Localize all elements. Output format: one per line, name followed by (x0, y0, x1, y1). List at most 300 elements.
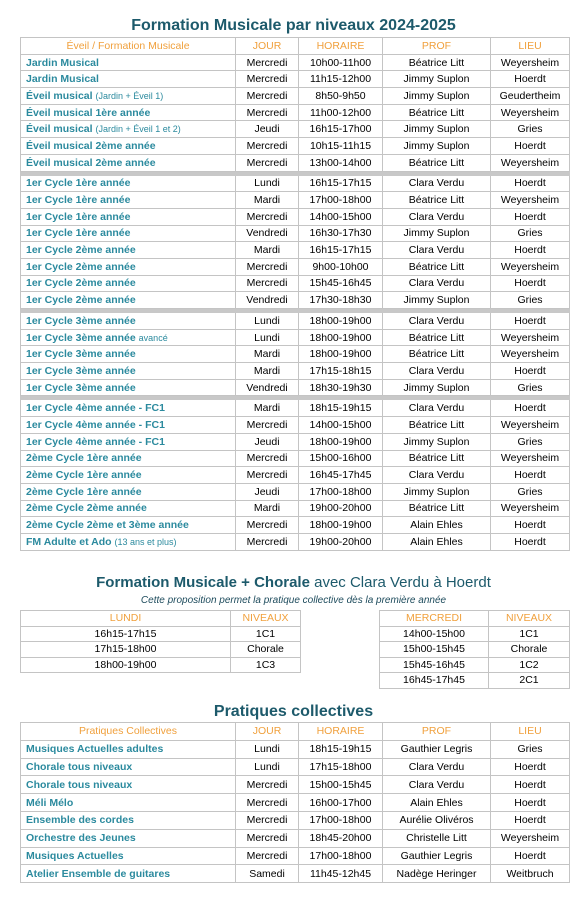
activity-day: Samedi (236, 865, 299, 883)
course-place: Hoerdt (491, 242, 570, 259)
course-time: 16h30-17h30 (299, 225, 383, 242)
chorale-lundi-table (20, 610, 301, 673)
activity-place: Weyersheim (491, 829, 570, 847)
course-place: Hoerdt (491, 467, 570, 484)
course-place: Weyersheim (491, 258, 570, 275)
course-place: Weyersheim (491, 54, 570, 71)
activity-day: Mercredi (236, 847, 299, 865)
course-day: Mercredi (236, 517, 299, 534)
course-time: 10h00-11h00 (299, 54, 383, 71)
activity-time: 16h00-17h00 (299, 794, 383, 812)
course-prof: Jimmy Suplon (383, 379, 491, 396)
activity-day: Mercredi (236, 794, 299, 812)
course-time: 16h15-17h15 (299, 242, 383, 259)
course-place: Geudertheim (491, 88, 570, 105)
course-name-text: 1er Cycle 2ème année (26, 294, 136, 307)
course-name (21, 292, 236, 309)
course-name-text: 1er Cycle 2ème année (26, 244, 136, 257)
course-day: Mardi (236, 242, 299, 259)
table-row (21, 88, 570, 105)
course-prof: Clara Verdu (383, 467, 491, 484)
course-day: Mercredi (236, 71, 299, 88)
activity-name: Atelier Ensemble de guitares (21, 865, 236, 883)
activity-name: Chorale tous niveaux (21, 758, 236, 776)
activity-time: 17h00-18h00 (299, 811, 383, 829)
course-prof: Béatrice Litt (383, 417, 491, 434)
course-name-text: Éveil musical 2ème année (26, 156, 156, 169)
course-prof: Jimmy Suplon (383, 433, 491, 450)
course-time: 16h15-17h00 (299, 121, 383, 138)
course-name-text: Jardin Musical (26, 56, 99, 69)
course-place: Hoerdt (491, 517, 570, 534)
course-name (21, 225, 236, 242)
course-place: Gries (491, 225, 570, 242)
table-row (21, 657, 301, 673)
table-row (21, 313, 570, 330)
course-prof: Béatrice Litt (383, 192, 491, 209)
activity-prof: Clara Verdu (383, 776, 491, 794)
course-time: 8h50-9h50 (299, 88, 383, 105)
col-header-lieu: LIEU (491, 723, 570, 741)
course-name (21, 192, 236, 209)
col-header-prof: PROF (383, 723, 491, 741)
table-row (21, 483, 570, 500)
table-row (21, 467, 570, 484)
course-prof: Jimmy Suplon (383, 121, 491, 138)
activity-place: Hoerdt (491, 776, 570, 794)
course-day: Mercredi (236, 88, 299, 105)
table-row (21, 517, 570, 534)
course-place: Weyersheim (491, 329, 570, 346)
course-place: Weyersheim (491, 417, 570, 434)
course-place: Hoerdt (491, 175, 570, 192)
slot-time: 15h00-15h45 (380, 642, 489, 658)
course-prof: Béatrice Litt (383, 154, 491, 171)
course-name-text: 2ème Cycle 2ème et 3ème année (26, 519, 189, 532)
course-name (21, 400, 236, 417)
course-name-text: Éveil musical (26, 89, 93, 102)
activity-day: Mercredi (236, 776, 299, 794)
col-header-jour: JOUR (236, 38, 299, 55)
activity-day: Lundi (236, 758, 299, 776)
course-name-text: 1er Cycle 3ème année (26, 364, 136, 377)
course-prof: Béatrice Litt (383, 54, 491, 71)
slot-time: 15h45-16h45 (380, 657, 489, 673)
col-header-name: Éveil / Formation Musicale (21, 38, 236, 55)
course-place: Weyersheim (491, 450, 570, 467)
course-day: Vendredi (236, 292, 299, 309)
course-name-text: 1er Cycle 1ère année (26, 227, 131, 240)
table-row (21, 54, 570, 71)
table-row (21, 847, 570, 865)
chorale-title (0, 574, 587, 591)
header-row (21, 723, 570, 741)
course-name (21, 88, 236, 105)
course-time: 16h15-17h15 (299, 175, 383, 192)
activity-name: Musiques Actuelles adultes (21, 740, 236, 758)
table-row (21, 379, 570, 396)
course-name-text: 2ème Cycle 2ème année (26, 502, 147, 515)
course-place: Weyersheim (491, 104, 570, 121)
course-time: 17h00-18h00 (299, 192, 383, 209)
col-header-horaire: HORAIRE (299, 38, 383, 55)
course-day: Mercredi (236, 417, 299, 434)
course-name (21, 313, 236, 330)
course-day: Vendredi (236, 225, 299, 242)
course-name-text: 1er Cycle 4ème année - FC1 (26, 435, 165, 448)
course-time: 9h00-10h00 (299, 258, 383, 275)
course-place: Hoerdt (491, 138, 570, 155)
course-name-text: Éveil musical (26, 123, 93, 136)
course-time: 14h00-15h00 (299, 417, 383, 434)
activity-prof: Christelle Litt (383, 829, 491, 847)
table-row (21, 192, 570, 209)
course-name (21, 450, 236, 467)
course-prof: Jimmy Suplon (383, 225, 491, 242)
course-name (21, 242, 236, 259)
course-name-text: FM Adulte et Ado (26, 535, 112, 548)
table-row (21, 433, 570, 450)
course-note: (Jardin + Éveil 1 et 2) (95, 124, 181, 135)
table-row (21, 104, 570, 121)
activity-place: Gries (491, 740, 570, 758)
course-name (21, 104, 236, 121)
slot-time: 16h45-17h45 (380, 673, 489, 689)
table-row (21, 626, 301, 642)
course-time: 13h00-14h00 (299, 154, 383, 171)
course-name-text: 1er Cycle 4ème année - FC1 (26, 418, 165, 431)
course-prof: Clara Verdu (383, 242, 491, 259)
table-row (21, 450, 570, 467)
course-prof: Jimmy Suplon (383, 138, 491, 155)
course-day: Jeudi (236, 121, 299, 138)
course-prof: Béatrice Litt (383, 104, 491, 121)
col-header-name: Pratiques Collectives (21, 723, 236, 741)
course-name-text: 1er Cycle 1ère année (26, 177, 131, 190)
course-name (21, 363, 236, 380)
activity-prof: Aurélie Olivéros (383, 811, 491, 829)
table-row (21, 275, 570, 292)
course-prof: Béatrice Litt (383, 450, 491, 467)
course-place: Hoerdt (491, 275, 570, 292)
course-time: 18h00-19h00 (299, 517, 383, 534)
course-prof: Jimmy Suplon (383, 483, 491, 500)
table-row (380, 642, 570, 658)
course-day: Lundi (236, 313, 299, 330)
course-time: 18h00-19h00 (299, 433, 383, 450)
course-day: Mercredi (236, 275, 299, 292)
course-prof: Alain Ehles (383, 517, 491, 534)
course-place: Weyersheim (491, 192, 570, 209)
course-day: Mercredi (236, 450, 299, 467)
course-name-text: 1er Cycle 1ère année (26, 210, 131, 223)
course-day: Mercredi (236, 54, 299, 71)
course-name-text: Éveil musical 1ère année (26, 106, 151, 119)
course-place: Hoerdt (491, 313, 570, 330)
table-row (21, 154, 570, 171)
activity-place: Weitbruch (491, 865, 570, 883)
course-prof: Jimmy Suplon (383, 88, 491, 105)
course-name (21, 483, 236, 500)
course-day: Lundi (236, 175, 299, 192)
course-place: Weyersheim (491, 346, 570, 363)
course-time: 18h30-19h30 (299, 379, 383, 396)
course-name-text: Éveil musical 2ème année (26, 139, 156, 152)
course-day: Mercredi (236, 154, 299, 171)
activity-name: Méli Mélo (21, 794, 236, 812)
activity-time: 18h15-19h15 (299, 740, 383, 758)
course-time: 18h00-19h00 (299, 329, 383, 346)
course-prof: Clara Verdu (383, 275, 491, 292)
table-row (21, 829, 570, 847)
course-day: Mercredi (236, 258, 299, 275)
table-row (21, 175, 570, 192)
level-schedule-table (20, 37, 570, 551)
activity-place: Hoerdt (491, 811, 570, 829)
activity-place: Hoerdt (491, 794, 570, 812)
course-prof: Alain Ehles (383, 533, 491, 550)
table-row (21, 363, 570, 380)
mercredi-header-time: MERCREDI (380, 611, 489, 627)
course-name (21, 346, 236, 363)
course-time: 15h00-16h00 (299, 450, 383, 467)
course-place: Hoerdt (491, 71, 570, 88)
table-row (21, 500, 570, 517)
course-prof: Béatrice Litt (383, 346, 491, 363)
table-row (21, 758, 570, 776)
course-prof: Clara Verdu (383, 363, 491, 380)
table-row (21, 138, 570, 155)
table-row (21, 811, 570, 829)
table-row (21, 292, 570, 309)
main-title: Formation Musicale par niveaux 2024-2025 (131, 17, 456, 34)
col-header-prof: PROF (383, 38, 491, 55)
activity-day: Mercredi (236, 811, 299, 829)
course-name (21, 275, 236, 292)
course-name (21, 500, 236, 517)
col-header-horaire: HORAIRE (299, 723, 383, 741)
course-place: Gries (491, 121, 570, 138)
course-name (21, 175, 236, 192)
table-row (21, 776, 570, 794)
course-time: 14h00-15h00 (299, 208, 383, 225)
activity-time: 18h45-20h00 (299, 829, 383, 847)
slot-level: Chorale (489, 642, 570, 658)
activity-prof: Alain Ehles (383, 794, 491, 812)
course-name (21, 138, 236, 155)
course-day: Mercredi (236, 104, 299, 121)
course-name (21, 379, 236, 396)
header-row (21, 611, 301, 627)
course-day: Mardi (236, 500, 299, 517)
course-name-text: 1er Cycle 3ème année (26, 381, 136, 394)
course-name-text: 1er Cycle 1ère année (26, 194, 131, 207)
mercredi-header-level: NIVEAUX (489, 611, 570, 627)
course-name-text: Jardin Musical (26, 73, 99, 86)
course-place: Weyersheim (491, 500, 570, 517)
course-place: Hoerdt (491, 363, 570, 380)
activity-name: Musiques Actuelles (21, 847, 236, 865)
slot-time: 16h15-17h15 (21, 626, 231, 642)
course-name-text: 2ème Cycle 1ère année (26, 485, 142, 498)
course-note: (Jardin + Éveil 1) (95, 90, 164, 101)
course-day: Mercredi (236, 138, 299, 155)
activity-prof: Nadège Heringer (383, 865, 491, 883)
course-prof: Jimmy Suplon (383, 71, 491, 88)
course-name-text: 1er Cycle 4ème année - FC1 (26, 402, 165, 415)
course-name (21, 121, 236, 138)
table-row (21, 258, 570, 275)
course-place: Hoerdt (491, 533, 570, 550)
course-place: Hoerdt (491, 400, 570, 417)
activity-time: 15h00-15h45 (299, 776, 383, 794)
course-time: 15h45-16h45 (299, 275, 383, 292)
course-time: 18h00-19h00 (299, 346, 383, 363)
course-time: 19h00-20h00 (299, 533, 383, 550)
course-name-text: 1er Cycle 3ème année (26, 331, 136, 344)
table-row (21, 417, 570, 434)
col-header-jour: JOUR (236, 723, 299, 741)
slot-level: 1C1 (489, 626, 570, 642)
course-name-text: 1er Cycle 3ème année (26, 314, 136, 327)
table-row (21, 329, 570, 346)
course-time: 11h15-12h00 (299, 71, 383, 88)
slot-time: 18h00-19h00 (21, 657, 231, 673)
course-time: 18h15-19h15 (299, 400, 383, 417)
table-row (380, 626, 570, 642)
pratiques-title: Pratiques collectives (213, 703, 374, 720)
course-name-text: 1er Cycle 2ème année (26, 260, 136, 273)
course-prof: Béatrice Litt (383, 329, 491, 346)
chorale-title-bold: Formation Musicale + Chorale (96, 574, 310, 591)
course-name (21, 533, 236, 550)
course-day: Mardi (236, 363, 299, 380)
course-place: Gries (491, 379, 570, 396)
table-row (380, 673, 570, 689)
course-prof: Béatrice Litt (383, 258, 491, 275)
chorale-subtitle: Cette proposition permet la pratique collective dès la première année (140, 595, 447, 606)
course-prof: Clara Verdu (383, 400, 491, 417)
course-note: (13 ans et plus) (114, 536, 177, 547)
course-time: 16h45-17h45 (299, 467, 383, 484)
course-name (21, 467, 236, 484)
course-name (21, 258, 236, 275)
table-row (380, 657, 570, 673)
course-name-text: 1er Cycle 2ème année (26, 277, 136, 290)
activity-prof: Gauthier Legris (383, 847, 491, 865)
course-prof: Clara Verdu (383, 175, 491, 192)
activity-place: Hoerdt (491, 847, 570, 865)
course-day: Mardi (236, 192, 299, 209)
course-name-text: 1er Cycle 3ème année (26, 348, 136, 361)
course-time: 17h15-18h15 (299, 363, 383, 380)
table-row (21, 71, 570, 88)
table-row (21, 642, 301, 658)
course-day: Mercredi (236, 533, 299, 550)
table-row (21, 740, 570, 758)
course-name (21, 71, 236, 88)
slot-level: Chorale (231, 642, 301, 658)
course-day: Mardi (236, 346, 299, 363)
course-day: Lundi (236, 329, 299, 346)
slot-time: 17h15-18h00 (21, 642, 231, 658)
chorale-mercredi-table (379, 610, 570, 689)
course-day: Vendredi (236, 379, 299, 396)
course-prof: Clara Verdu (383, 208, 491, 225)
course-time: 17h00-18h00 (299, 483, 383, 500)
course-place: Gries (491, 483, 570, 500)
course-time: 18h00-19h00 (299, 313, 383, 330)
course-prof: Jimmy Suplon (383, 292, 491, 309)
activity-prof: Gauthier Legris (383, 740, 491, 758)
activity-name: Orchestre des Jeunes (21, 829, 236, 847)
chorale-title-rest: avec Clara Verdu à Hoerdt (309, 574, 491, 591)
slot-level: 1C3 (231, 657, 301, 673)
table-row (21, 242, 570, 259)
course-time: 17h30-18h30 (299, 292, 383, 309)
course-name (21, 54, 236, 71)
table-row (21, 794, 570, 812)
course-day: Mercredi (236, 208, 299, 225)
slot-level: 1C2 (489, 657, 570, 673)
pratiques-table (20, 722, 570, 883)
course-prof: Clara Verdu (383, 313, 491, 330)
course-name-text: 2ème Cycle 1ère année (26, 469, 142, 482)
course-name-text: 2ème Cycle 1ère année (26, 452, 142, 465)
course-name (21, 329, 236, 346)
col-header-lieu: LIEU (491, 38, 570, 55)
activity-time: 11h45-12h45 (299, 865, 383, 883)
course-day: Mercredi (236, 467, 299, 484)
lundi-header-time: LUNDI (21, 611, 231, 627)
activity-prof: Clara Verdu (383, 758, 491, 776)
activity-time: 17h15-18h00 (299, 758, 383, 776)
table-row (21, 865, 570, 883)
course-time: 11h00-12h00 (299, 104, 383, 121)
activity-place: Hoerdt (491, 758, 570, 776)
table-row (21, 346, 570, 363)
course-place: Gries (491, 433, 570, 450)
table-row (21, 121, 570, 138)
activity-time: 17h00-18h00 (299, 847, 383, 865)
lundi-header-level: NIVEAUX (231, 611, 301, 627)
course-time: 10h15-11h15 (299, 138, 383, 155)
course-name (21, 208, 236, 225)
header-row (380, 611, 570, 627)
course-name (21, 517, 236, 534)
course-place: Hoerdt (491, 208, 570, 225)
course-name (21, 433, 236, 450)
table-row (21, 225, 570, 242)
activity-name: Ensemble des cordes (21, 811, 236, 829)
course-name (21, 154, 236, 171)
table-row (21, 533, 570, 550)
activity-day: Mercredi (236, 829, 299, 847)
course-place: Gries (491, 292, 570, 309)
table-row (21, 208, 570, 225)
course-prof: Béatrice Litt (383, 500, 491, 517)
activity-day: Lundi (236, 740, 299, 758)
table-row (21, 400, 570, 417)
course-day: Mardi (236, 400, 299, 417)
course-time: 19h00-20h00 (299, 500, 383, 517)
course-name (21, 417, 236, 434)
course-note: avancé (138, 332, 168, 343)
slot-level: 1C1 (231, 626, 301, 642)
course-day: Jeudi (236, 433, 299, 450)
header-row (21, 38, 570, 55)
slot-level: 2C1 (489, 673, 570, 689)
